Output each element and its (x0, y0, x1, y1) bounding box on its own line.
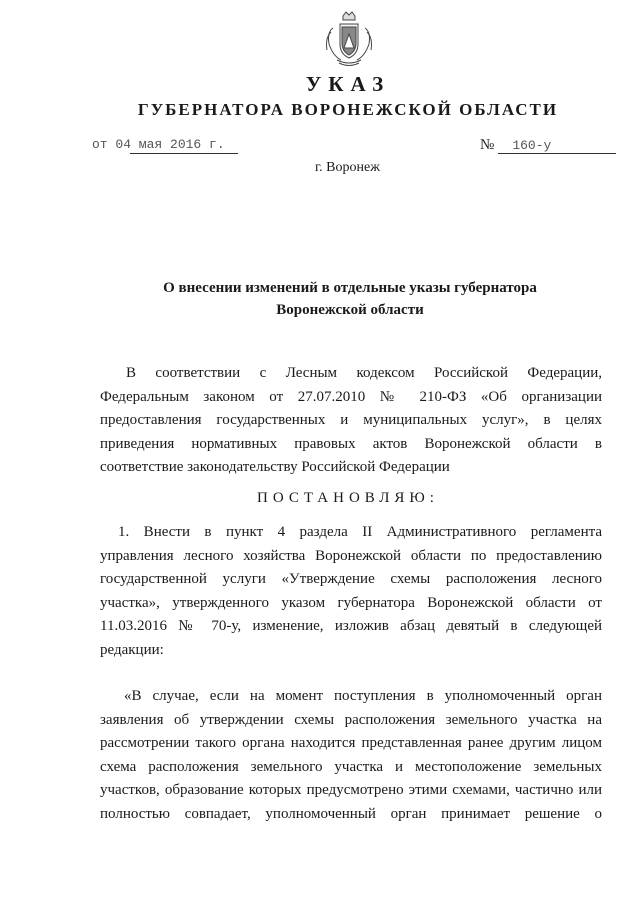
quote-paragraph (100, 685, 602, 826)
paragraph-line: полностью совпадает, уполномоченный орган принимает решение о (100, 805, 602, 822)
paragraph-line: участков, образование которых предусмотрено этими схемами, частично или (100, 782, 602, 798)
paragraph-line: участка», утвержденного указом губернатора Воронежской области от (100, 594, 602, 611)
document-title: УКАЗ (305, 72, 391, 96)
paragraph-line: Федеральным законом от 27.07.2010 № 210-ФЗ «Об организации (100, 388, 602, 405)
document-subject (120, 277, 580, 321)
number-value: 160-у (498, 138, 616, 154)
preamble-paragraph (100, 362, 602, 480)
paragraph-line: 1. Внести в пункт 4 раздела II Административного регламента (118, 524, 602, 540)
paragraph-line: 11.03.2016 № 70-у, изменение, изложив абзац девятый в следующей (100, 618, 602, 634)
paragraph-line: «В случае, если на момент поступления в уполномоченный орган (124, 688, 602, 704)
paragraph-line: рассмотрении такого органа находится представленная ранее другим лицом (100, 735, 602, 751)
paragraph-line: заявления об утверждении схемы расположения земельного участка на (100, 711, 602, 728)
number-prefix: № (480, 137, 495, 153)
date-text: от 04 мая 2016 г. (92, 137, 225, 152)
paragraph-line: государственной услуги «Утверждение схемы расположения лесного (100, 571, 602, 587)
document-date (92, 137, 225, 152)
document-subtitle: ГУБЕРНАТОРА ВОРОНЕЖСКОЙ ОБЛАСТИ (137, 100, 559, 119)
decree-word: ПОСТАНОВЛЯЮ: (257, 490, 439, 506)
city-name: г. Воронеж (315, 160, 380, 175)
coat-of-arms-icon (323, 10, 375, 68)
paragraph-line: соответствие законодательству Российской Федерации (100, 459, 450, 475)
paragraph-line: приведения нормативных правовых актов Воронежской области в (100, 435, 602, 452)
item-1-paragraph (100, 521, 602, 662)
paragraph-line: схема расположения земельного участка и местоположение земельных (100, 758, 602, 775)
date-underline (130, 153, 238, 154)
subject-line: О внесении изменений в отдельные указы губернатора (163, 280, 537, 296)
subject-line: Воронежской области (276, 302, 424, 318)
document-number (480, 137, 616, 154)
paragraph-line: предоставления государственных и муниципальных услуг», в целях (100, 412, 602, 428)
paragraph-line: управления лесного хозяйства Воронежской области по предоставлению (100, 547, 602, 564)
paragraph-line: редакции: (100, 641, 164, 658)
paragraph-line: В соответствии с Лесным кодексом Российской Федерации, (126, 365, 602, 381)
